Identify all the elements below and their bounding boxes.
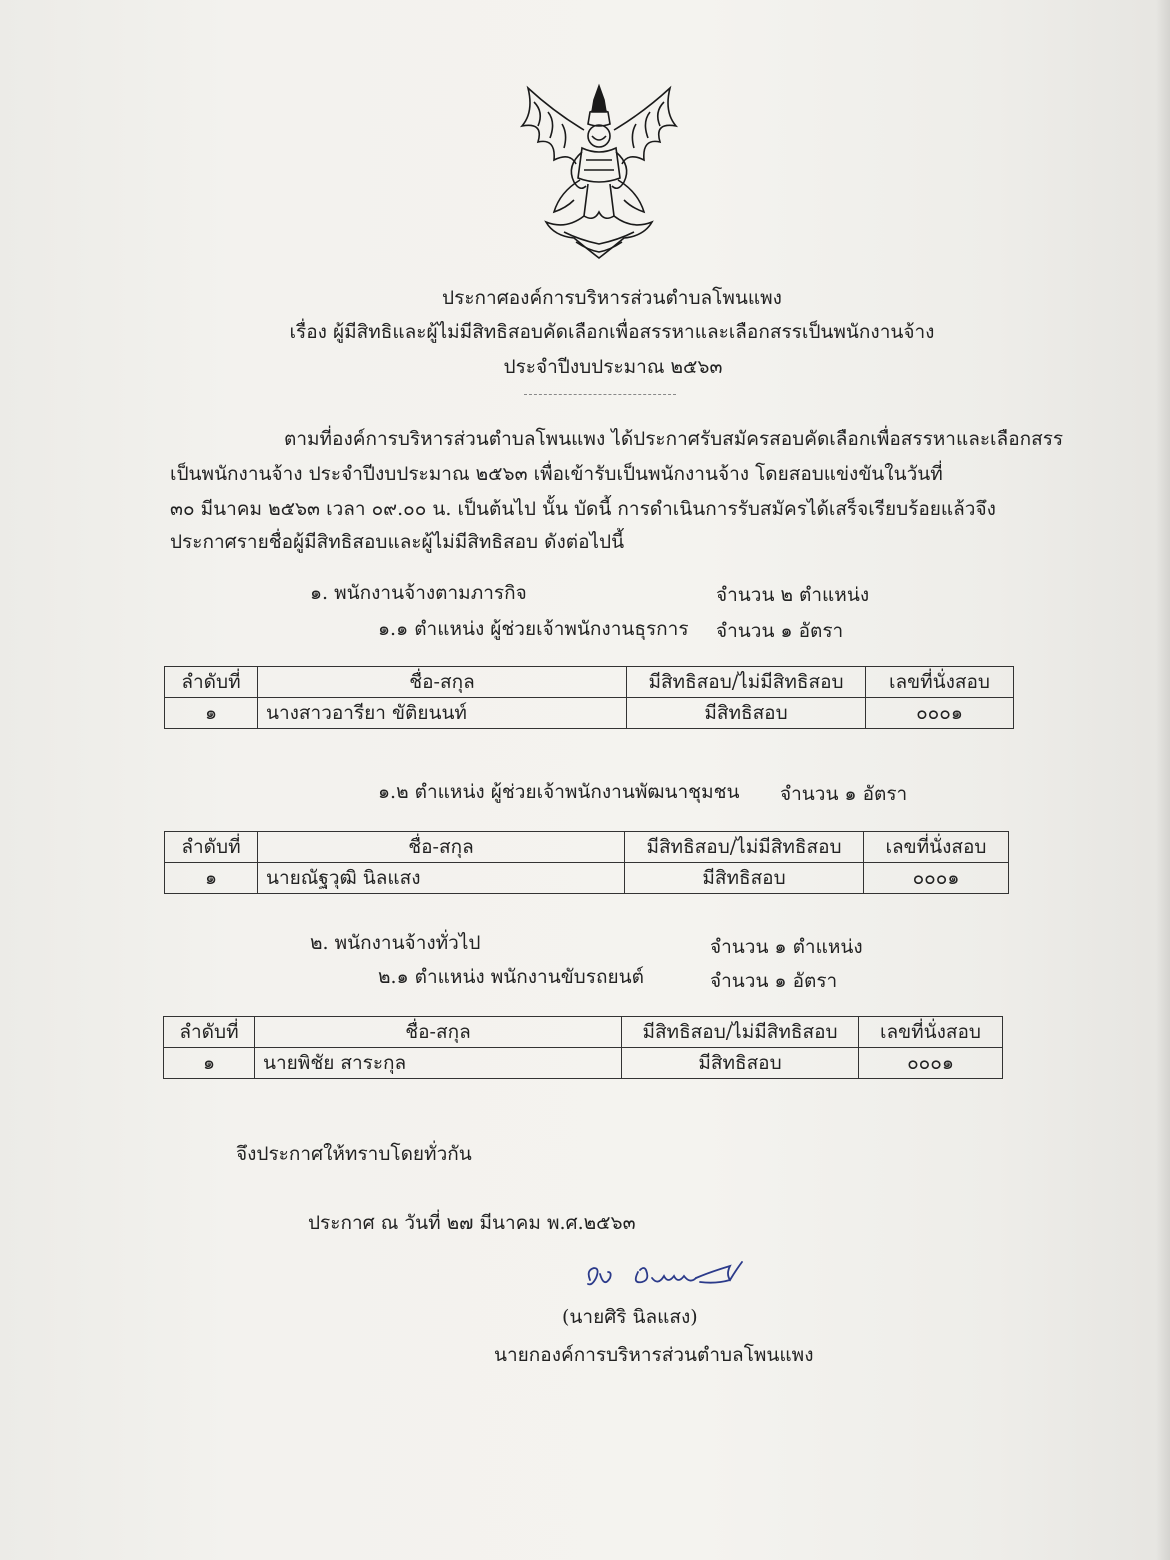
- table-header-row: [165, 667, 1014, 698]
- section-title: ๑. พนักงานจ้างตามภารกิจ: [310, 582, 527, 604]
- body-line-4: ประกาศรายชื่อผู้มีสิทธิสอบและผู้ไม่มีสิทธิสอบ ดังต่อไปนี้: [170, 531, 625, 553]
- col-header-eligibility: มีสิทธิสอบ/ไม่มีสิทธิสอบ: [622, 1017, 859, 1048]
- col-header-name: ชื่อ-สกุล: [255, 1017, 622, 1048]
- candidate-table: [163, 1016, 1003, 1079]
- position-count: จำนวน ๑ อัตรา: [710, 970, 838, 992]
- cell-seat: ๐๐๐๑: [864, 863, 1009, 894]
- col-header-name: ชื่อ-สกุล: [258, 832, 625, 863]
- signatory-title: นายกองค์การบริหารส่วนตำบลโพนแพง: [494, 1344, 814, 1366]
- section-count: จำนวน ๑ ตำแหน่ง: [710, 936, 863, 958]
- garuda-emblem-icon: [514, 82, 684, 262]
- candidate-table: [164, 831, 1009, 894]
- section-count: จำนวน ๒ ตำแหน่ง: [716, 584, 870, 606]
- col-header-seat: เลขที่นั่งสอบ: [866, 667, 1014, 698]
- position-title: ๑.๑ ตำแหน่ง ผู้ช่วยเจ้าพนักงานธุรการ: [378, 618, 689, 640]
- page-edge-shadow: [1156, 0, 1170, 1560]
- col-header-seat: เลขที่นั่งสอบ: [859, 1017, 1003, 1048]
- body-line-2: เป็นพนักงานจ้าง ประจำปีงบประมาณ ๒๕๖๓ เพื่อเข้ารับเป็นพนักงานจ้าง โดยสอบแข่งขันในวันที่: [170, 463, 943, 485]
- cell-order: ๑: [164, 1048, 255, 1079]
- announcement-date: ประกาศ ณ วันที่ ๒๗ มีนาคม พ.ศ.๒๕๖๓: [308, 1212, 636, 1234]
- position-count: จำนวน ๑ อัตรา: [716, 620, 844, 642]
- table-row: [164, 1048, 1003, 1079]
- col-header-eligibility: มีสิทธิสอบ/ไม่มีสิทธิสอบ: [627, 667, 866, 698]
- position-title: ๒.๑ ตำแหน่ง พนักงานขับรถยนต์: [378, 966, 644, 988]
- handwritten-signature: [580, 1258, 750, 1298]
- col-header-order: ลำดับที่: [164, 1017, 255, 1048]
- announcement-title: ประกาศองค์การบริหารส่วนตำบลโพนแพง: [442, 287, 782, 309]
- position-title: ๑.๒ ตำแหน่ง ผู้ช่วยเจ้าพนักงานพัฒนาชุมชน: [378, 781, 740, 803]
- announcement-subject: เรื่อง ผู้มีสิทธิและผู้ไม่มีสิทธิสอบคัดเลือกเพื่อสรรหาและเลือกสรรเป็นพนักงานจ้าง: [289, 321, 935, 343]
- cell-name: นายพิชัย สาระกุล: [255, 1048, 622, 1079]
- section-title: ๒. พนักงานจ้างทั่วไป: [310, 932, 481, 954]
- table-row: [165, 863, 1009, 894]
- col-header-eligibility: มีสิทธิสอบ/ไม่มีสิทธิสอบ: [625, 832, 864, 863]
- table-row: [165, 698, 1014, 729]
- cell-seat: ๐๐๐๑: [866, 698, 1014, 729]
- position-count: จำนวน ๑ อัตรา: [780, 783, 908, 805]
- cell-order: ๑: [165, 863, 258, 894]
- header-divider: [524, 394, 676, 395]
- closing-statement: จึงประกาศให้ทราบโดยทั่วกัน: [236, 1143, 472, 1165]
- col-header-seat: เลขที่นั่งสอบ: [864, 832, 1009, 863]
- table-header-row: [165, 832, 1009, 863]
- fiscal-year-line: ประจำปีงบประมาณ ๒๕๖๓: [503, 356, 723, 378]
- cell-name: นางสาวอารียา ขัติยนนท์: [258, 698, 627, 729]
- table-header-row: [164, 1017, 1003, 1048]
- col-header-order: ลำดับที่: [165, 667, 258, 698]
- cell-order: ๑: [165, 698, 258, 729]
- body-line-3: ๓๐ มีนาคม ๒๕๖๓ เวลา ๐๙.๐๐ น. เป็นต้นไป นั้น บัดนี้ การดำเนินการรับสมัครได้เสร็จเรียบร้อยแล้วจึง: [170, 498, 996, 520]
- candidate-table: [164, 666, 1014, 729]
- cell-eligibility: มีสิทธิสอบ: [622, 1048, 859, 1079]
- signatory-name: (นายศิริ นิลแสง): [562, 1306, 698, 1328]
- cell-name: นายณัฐวุฒิ นิลแสง: [258, 863, 625, 894]
- cell-eligibility: มีสิทธิสอบ: [625, 863, 864, 894]
- cell-eligibility: มีสิทธิสอบ: [627, 698, 866, 729]
- col-header-order: ลำดับที่: [165, 832, 258, 863]
- col-header-name: ชื่อ-สกุล: [258, 667, 627, 698]
- cell-seat: ๐๐๐๑: [859, 1048, 1003, 1079]
- body-line-1: ตามที่องค์การบริหารส่วนตำบลโพนแพง ได้ประกาศรับสมัครสอบคัดเลือกเพื่อสรรหาและเลือกสรร: [284, 428, 1064, 450]
